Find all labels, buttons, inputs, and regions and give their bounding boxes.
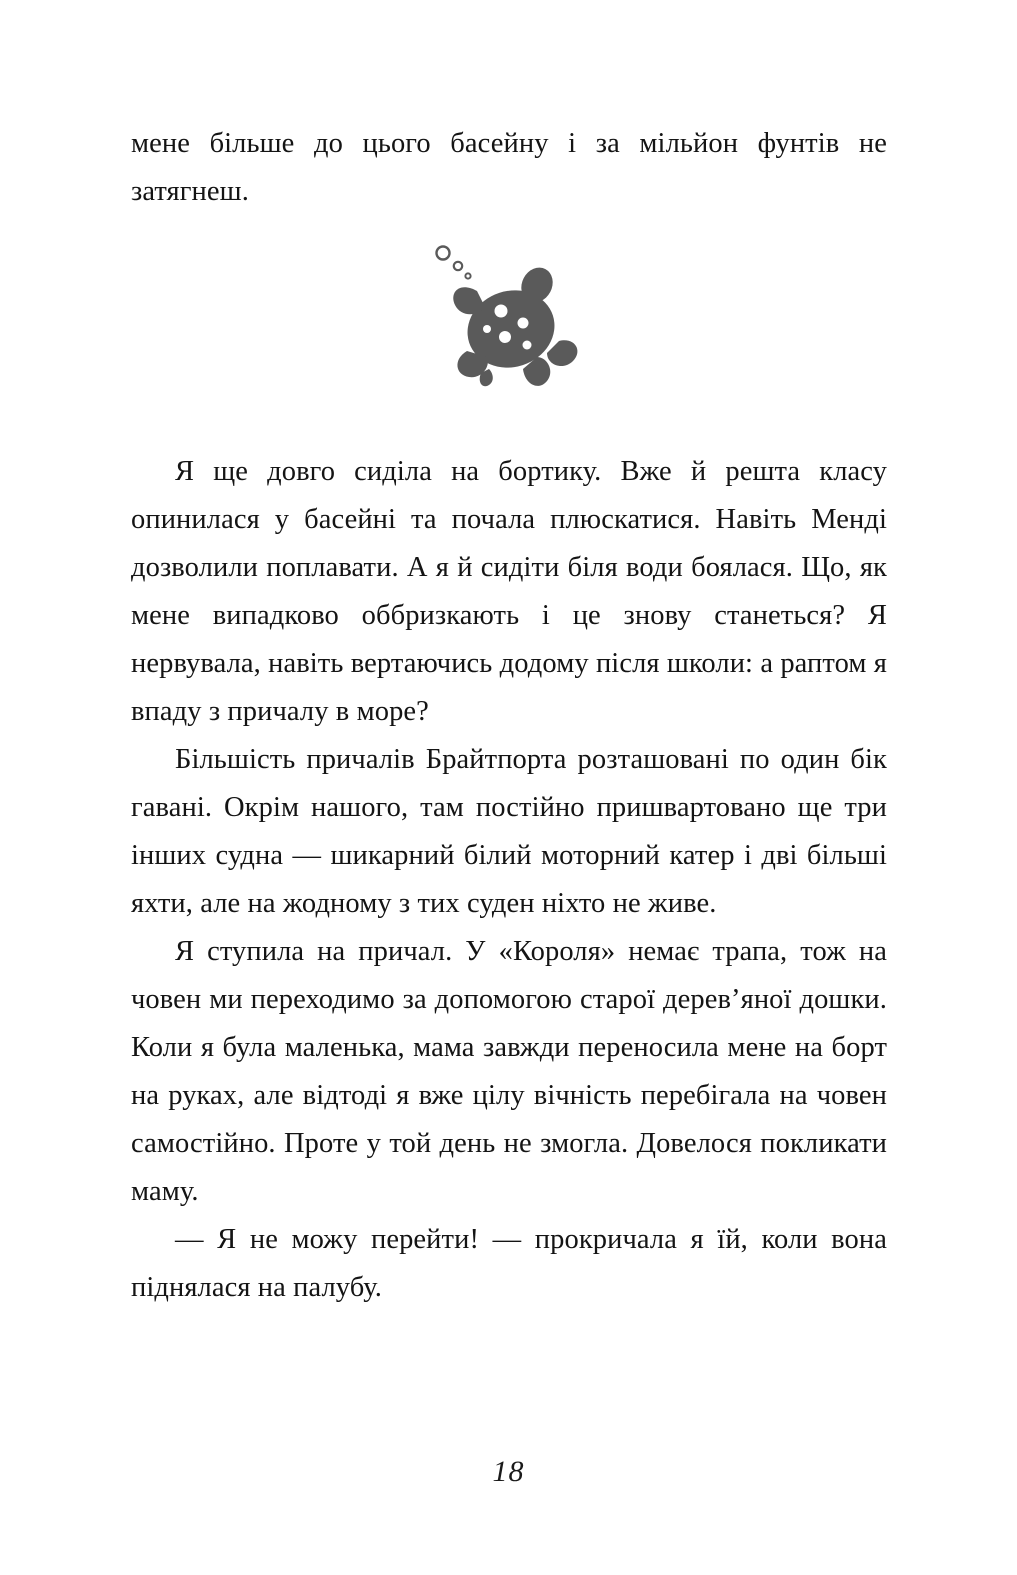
text-column <box>131 120 887 1312</box>
sea-turtle-ornament <box>419 237 599 397</box>
paragraph-body: Я ступила на причал. У «Короля» немає трапа, тож на човен ми переходимо за допомогою старої дерев’яної дошки. Коли я була маленька, мама завжди переносила мене на борт на руках, але відтоді я вже цілу вічність перебігала на човен самостійно. Проте у той день не змогла. Довелося покликати маму. <box>131 936 887 1207</box>
page-number: 18 <box>492 1455 525 1488</box>
paragraph-body: Я ще довго сиділа на бортику. Вже й решта класу опинилася у басейні та почала плюскатися. Навіть Менді дозволили поплавати. А я й сидіти біля води боялася. Що, як мене випадково оббризкають і це знову станеться? Я нервувала, навіть вертаючись додому після школи: а раптом я впаду з причалу в море? <box>131 456 887 727</box>
paragraph-body: Більшість причалів Брайтпорта розташовані по один бік гавані. Окрім нашого, там постійно пришвартовано ще три інших судна — шикарний білий моторний катер і дві більші яхти, але на жодному з тих суден ніхто не живе. <box>131 744 887 919</box>
paragraph-continuation: мене більше до цього басейну і за мільйон фунтів не затягнеш. <box>131 128 887 207</box>
paragraph-dialogue: — Я не можу перейти! — прокричала я їй, коли вона піднялася на палубу. <box>131 1224 887 1303</box>
ornament-block <box>131 222 887 412</box>
spacer <box>131 422 887 448</box>
